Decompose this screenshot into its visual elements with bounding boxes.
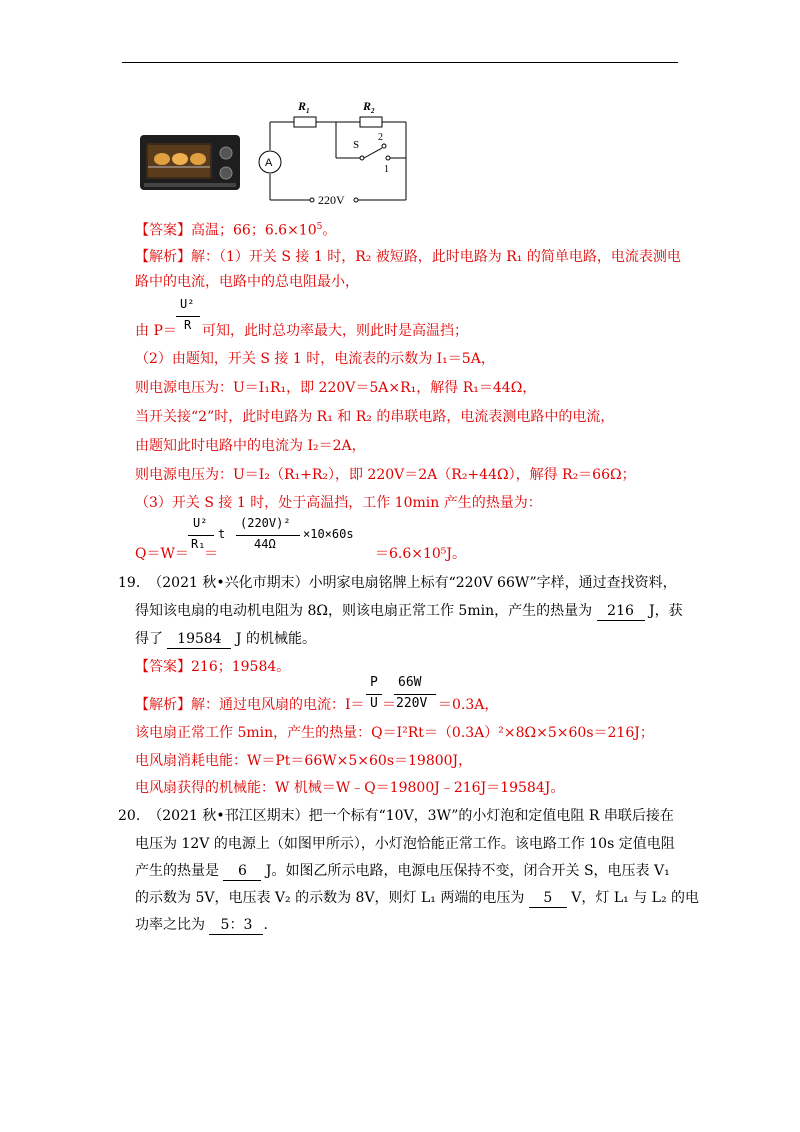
q19-line1: 19. （2021 秋•兴化市期末）小明家电扇铭牌上标有“220V 66W”字样，通过查找资料， — [118, 575, 677, 591]
oven-image — [140, 135, 240, 190]
q18-answer: 【答案】高温；66；$6.6\times 10^5$。 — [135, 222, 337, 239]
q19-analysis-line2: 该电扇正常工作 5min，产生的热量：Q＝I²Rt＝（0.3A）²×8Ω×5×60s＝216J； — [135, 725, 654, 741]
q20-number: 20. — [118, 808, 141, 824]
q20-line3: 产生的热量是 6 J。如图乙所示电路，电源电压保持不变，闭合开关 S，电压表 V₁ — [135, 863, 670, 879]
formula-q-bar1 — [188, 535, 214, 536]
q19-answer: 【答案】216；19584。 — [135, 659, 291, 675]
formula-q-num2: (220V)² — [240, 516, 291, 530]
q18-analysis-line2: 路中的电流，电路中的总电阻最小， — [135, 274, 359, 290]
r2-label: $R_2$ — [363, 99, 375, 115]
formula-i-den2: 220V — [396, 696, 428, 711]
q18-analysis-line10-pre: Q＝W＝ — [135, 546, 189, 562]
q19-analysis-eq: ＝ — [382, 697, 396, 713]
q19-line2: 得知该电扇的电动机电阻为 8Ω，则该电扇正常工作 5min，产生的热量为 216 J，获 — [135, 603, 683, 619]
q19-analysis-line3: 电风扇消耗电能：W＝Pt＝66W×5×60s＝19800J， — [135, 753, 473, 769]
q18-analysis-line10-post: ＝6.6×10⁵J。 — [375, 546, 467, 562]
formula-q-den2: 44Ω — [254, 537, 276, 551]
q18-analysis-line7: 由题知此时电路中的电流为 I₂＝2A， — [135, 438, 366, 454]
q18-analysis-line5: 则电源电压为：U＝I₁R₁，即 220V＝5A×R₁，解得 R₁＝44Ω， — [135, 380, 537, 396]
formula-q-num1: U² — [193, 516, 208, 530]
q18-analysis-line3-pre: 由 P＝ — [135, 323, 177, 339]
q20-line4: 的示数为 5V，电压表 V₂ 的示数为 8V，则灯 L₁ 两端的电压为 5 V，灯 L₁ 与 L₂ 的电 — [135, 890, 700, 906]
r1-label: $R_1$ — [298, 99, 310, 115]
formula-q-bar2 — [236, 535, 300, 536]
q18-analysis-line3-post: 可知，此时总功率最大，则此时是高温挡； — [202, 323, 468, 339]
formula-i-bar2 — [394, 694, 436, 695]
formula-q-t: t — [218, 527, 226, 541]
switch-label: S — [353, 139, 360, 151]
formula-i-den1: U — [370, 696, 378, 711]
q20-line2: 电压为 12V 的电源上（如图甲所示），小灯泡恰能正常工作。该电路工作 10s 定值电阻 — [135, 836, 675, 852]
formula-p-num: U² — [180, 297, 195, 311]
q18-analysis-line4: （2）由题知，开关 S 接 1 时，电流表的示数为 I₁＝5A， — [135, 351, 495, 367]
q18-analysis-line1: 【解析】解：（1）开关 S 接 1 时，R₂ 被短路，此时电路为 R₁ 的简单电路，电流表测电 — [135, 249, 681, 265]
switch-pos2: 2 — [378, 132, 383, 143]
ammeter-label: A — [265, 157, 273, 169]
formula-i-num2: 66W — [398, 675, 422, 690]
q20-line5: 功率之比为 5：3 . — [135, 917, 268, 933]
q20-blank1: 6 — [223, 862, 261, 881]
formula-i-bar1 — [366, 694, 382, 695]
q19-blank1: 216 — [597, 602, 645, 621]
formula-q-rest: ×10×60s — [303, 527, 354, 541]
q18-analysis-line10-eq: ＝ — [204, 546, 218, 562]
q18-analysis-line8: 则电源电压为：U＝I₂（R₁+R₂），即 220V＝2A（R₂+44Ω），解得 R₂＝66Ω； — [135, 467, 636, 483]
q18-analysis-line6: 当开关接“2”时，此时电路为 R₁ 和 R₂ 的串联电路，电流表测电路中的电流， — [135, 409, 615, 425]
q19-analysis-line1: 【解析】解：通过电风扇的电流：I＝ — [135, 697, 365, 713]
formula-i-num1: P — [370, 675, 378, 690]
formula-p-den: R — [184, 318, 192, 332]
circuit-diagram — [250, 96, 420, 208]
q19-number: 19. — [118, 575, 141, 591]
q20-line1: 20. （2021 秋•邗江区期末）把一个标有“10V，3W”的小灯泡和定值电阻 R 串联后接在 — [118, 808, 674, 824]
q20-blank3: 5：3 — [209, 916, 263, 935]
voltage-label: 220V — [318, 193, 345, 207]
q19-line3: 得了 19584 J 的机械能。 — [135, 631, 316, 647]
formula-p-bar — [176, 316, 200, 317]
q20-blank2: 5 — [529, 889, 567, 908]
q18-analysis-line9: （3）开关 S 接 1 时，处于高温挡，工作 10min 产生的热量为： — [135, 495, 542, 511]
switch-pos1: 1 — [384, 164, 389, 175]
header-rule — [122, 62, 678, 63]
q19-analysis-line4: 电风扇获得的机械能：W 机械＝W﹣Q＝19800J﹣216J＝19584J。 — [135, 780, 565, 796]
formula-q-den1: R₁ — [191, 537, 206, 551]
q19-blank2: 19584 — [167, 630, 231, 649]
q19-analysis-line1-post: ＝0.3A， — [438, 697, 499, 713]
